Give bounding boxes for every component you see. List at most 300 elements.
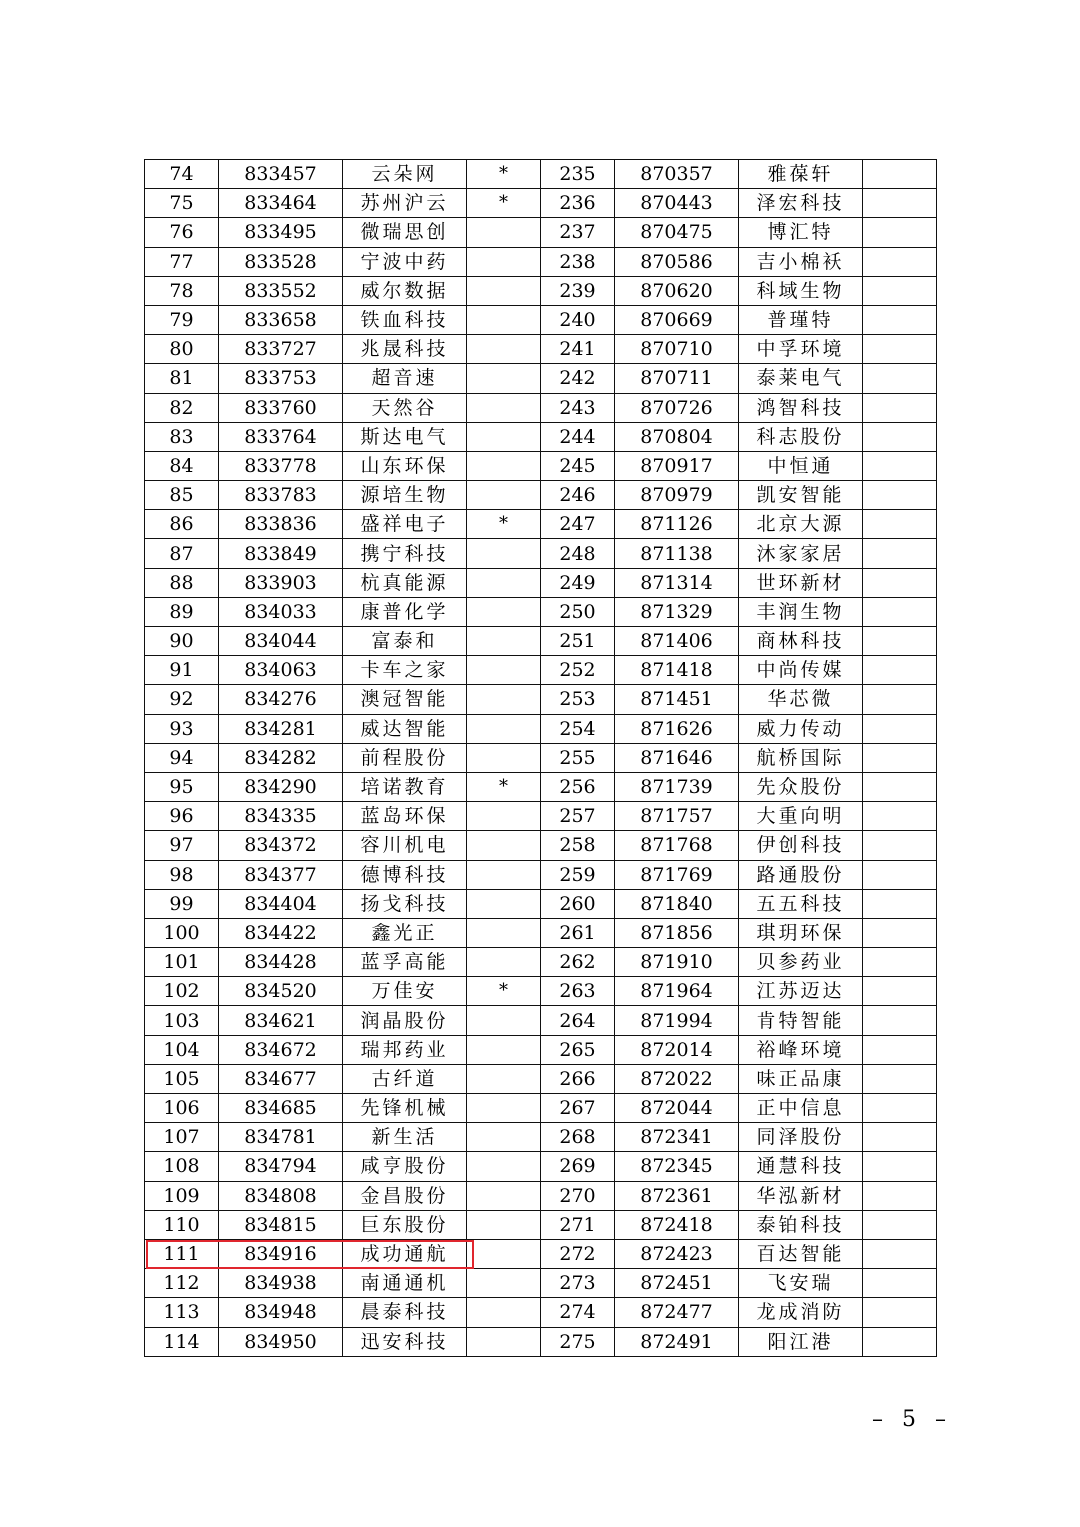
table-row — [145, 1123, 937, 1152]
table-row — [145, 1152, 937, 1181]
right-code-cell: 871769 — [615, 860, 739, 889]
left-code-cell: 834281 — [219, 714, 343, 743]
table-row — [145, 393, 937, 422]
left-seq-cell: 86 — [145, 510, 219, 539]
right-name-cell: 世环新材 — [739, 568, 863, 597]
right-mark-cell — [863, 1152, 937, 1181]
left-mark-cell — [467, 1298, 541, 1327]
right-mark-cell — [863, 539, 937, 568]
left-code-cell: 833778 — [219, 451, 343, 480]
right-mark-cell — [863, 656, 937, 685]
left-mark-cell — [467, 831, 541, 860]
right-mark-cell — [863, 1210, 937, 1239]
table-row — [145, 481, 937, 510]
right-name-cell: 雅葆轩 — [739, 160, 863, 189]
left-name-cell: 迅安科技 — [343, 1327, 467, 1356]
left-code-cell: 834276 — [219, 685, 343, 714]
left-seq-cell: 77 — [145, 247, 219, 276]
left-name-cell: 培诺教育 — [343, 772, 467, 801]
left-name-cell: 蓝孚高能 — [343, 948, 467, 977]
table-row — [145, 568, 937, 597]
right-seq-cell: 244 — [541, 422, 615, 451]
right-seq-cell: 250 — [541, 597, 615, 626]
left-seq-cell: 94 — [145, 743, 219, 772]
table-row — [145, 364, 937, 393]
right-mark-cell — [863, 831, 937, 860]
right-name-cell: 江苏迈达 — [739, 977, 863, 1006]
table-row — [145, 539, 937, 568]
right-mark-cell — [863, 364, 937, 393]
right-mark-cell — [863, 802, 937, 831]
right-name-cell: 北京大源 — [739, 510, 863, 539]
left-mark-cell — [467, 860, 541, 889]
left-name-cell: 宁波中药 — [343, 247, 467, 276]
left-name-cell: 咸亨股份 — [343, 1152, 467, 1181]
left-seq-cell: 85 — [145, 481, 219, 510]
left-mark-cell — [467, 568, 541, 597]
left-code-cell: 834808 — [219, 1181, 343, 1210]
right-code-cell: 872451 — [615, 1269, 739, 1298]
right-mark-cell — [863, 1181, 937, 1210]
left-name-cell: 云朵网 — [343, 160, 467, 189]
left-name-cell: 扬戈科技 — [343, 889, 467, 918]
right-name-cell: 凯安智能 — [739, 481, 863, 510]
left-seq-cell: 111 — [145, 1239, 219, 1268]
right-mark-cell — [863, 247, 937, 276]
left-seq-cell: 110 — [145, 1210, 219, 1239]
right-name-cell: 路通股份 — [739, 860, 863, 889]
left-code-cell: 834938 — [219, 1269, 343, 1298]
right-seq-cell: 248 — [541, 539, 615, 568]
left-code-cell: 834428 — [219, 948, 343, 977]
right-code-cell: 870804 — [615, 422, 739, 451]
table-row — [145, 802, 937, 831]
right-seq-cell: 240 — [541, 305, 615, 334]
left-code-cell: 833764 — [219, 422, 343, 451]
right-seq-cell: 236 — [541, 189, 615, 218]
left-code-cell: 834781 — [219, 1123, 343, 1152]
left-code-cell: 833760 — [219, 393, 343, 422]
table-row — [145, 422, 937, 451]
table-row — [145, 1094, 937, 1123]
right-mark-cell — [863, 948, 937, 977]
left-name-cell: 斯达电气 — [343, 422, 467, 451]
right-seq-cell: 265 — [541, 1035, 615, 1064]
left-seq-cell: 84 — [145, 451, 219, 480]
left-mark-cell — [467, 1210, 541, 1239]
left-mark-cell — [467, 597, 541, 626]
right-mark-cell — [863, 714, 937, 743]
right-code-cell: 872491 — [615, 1327, 739, 1356]
left-code-cell: 834685 — [219, 1094, 343, 1123]
right-code-cell: 871964 — [615, 977, 739, 1006]
table-row — [145, 918, 937, 947]
left-name-cell: 澳冠智能 — [343, 685, 467, 714]
right-seq-cell: 253 — [541, 685, 615, 714]
right-code-cell: 870475 — [615, 218, 739, 247]
right-seq-cell: 251 — [541, 627, 615, 656]
right-code-cell: 872361 — [615, 1181, 739, 1210]
table-row — [145, 451, 937, 480]
right-name-cell: 泰铂科技 — [739, 1210, 863, 1239]
right-code-cell: 870669 — [615, 305, 739, 334]
right-seq-cell: 254 — [541, 714, 615, 743]
left-mark-cell — [467, 335, 541, 364]
right-name-cell: 中孚环境 — [739, 335, 863, 364]
left-code-cell: 834377 — [219, 860, 343, 889]
right-code-cell: 871314 — [615, 568, 739, 597]
left-name-cell: 古纤道 — [343, 1064, 467, 1093]
left-mark-cell: * — [467, 772, 541, 801]
right-mark-cell — [863, 1123, 937, 1152]
right-seq-cell: 245 — [541, 451, 615, 480]
table-row — [145, 1298, 937, 1327]
left-name-cell: 威尔数据 — [343, 276, 467, 305]
left-name-cell: 苏州沪云 — [343, 189, 467, 218]
right-code-cell: 870620 — [615, 276, 739, 305]
right-name-cell: 鸿智科技 — [739, 393, 863, 422]
page-number: – 5 – — [872, 1407, 952, 1432]
right-mark-cell — [863, 860, 937, 889]
right-seq-cell: 268 — [541, 1123, 615, 1152]
right-code-cell: 871329 — [615, 597, 739, 626]
table-row — [145, 335, 937, 364]
right-name-cell: 裕峰环境 — [739, 1035, 863, 1064]
right-seq-cell: 239 — [541, 276, 615, 305]
right-name-cell: 航桥国际 — [739, 743, 863, 772]
left-seq-cell: 102 — [145, 977, 219, 1006]
left-code-cell: 833753 — [219, 364, 343, 393]
table-row — [145, 685, 937, 714]
left-code-cell: 833552 — [219, 276, 343, 305]
table-row — [145, 1327, 937, 1356]
right-code-cell: 872418 — [615, 1210, 739, 1239]
left-code-cell: 833903 — [219, 568, 343, 597]
right-name-cell: 华芯微 — [739, 685, 863, 714]
left-name-cell: 铁血科技 — [343, 305, 467, 334]
left-name-cell: 瑞邦药业 — [343, 1035, 467, 1064]
right-name-cell: 泽宏科技 — [739, 189, 863, 218]
right-mark-cell — [863, 276, 937, 305]
right-code-cell: 871840 — [615, 889, 739, 918]
left-seq-cell: 113 — [145, 1298, 219, 1327]
left-seq-cell: 114 — [145, 1327, 219, 1356]
right-seq-cell: 263 — [541, 977, 615, 1006]
left-code-cell: 834033 — [219, 597, 343, 626]
left-seq-cell: 88 — [145, 568, 219, 597]
right-code-cell: 870979 — [615, 481, 739, 510]
right-mark-cell — [863, 218, 937, 247]
right-name-cell: 吉小棉袄 — [739, 247, 863, 276]
right-mark-cell — [863, 335, 937, 364]
left-code-cell: 833457 — [219, 160, 343, 189]
left-code-cell: 834044 — [219, 627, 343, 656]
right-code-cell: 870726 — [615, 393, 739, 422]
right-code-cell: 871856 — [615, 918, 739, 947]
left-name-cell: 容川机电 — [343, 831, 467, 860]
table-row — [145, 1210, 937, 1239]
right-code-cell: 872341 — [615, 1123, 739, 1152]
left-name-cell: 源培生物 — [343, 481, 467, 510]
table-row — [145, 889, 937, 918]
right-name-cell: 丰润生物 — [739, 597, 863, 626]
right-name-cell: 科志股份 — [739, 422, 863, 451]
left-seq-cell: 79 — [145, 305, 219, 334]
right-code-cell: 871757 — [615, 802, 739, 831]
right-seq-cell: 266 — [541, 1064, 615, 1093]
left-code-cell: 834672 — [219, 1035, 343, 1064]
left-mark-cell — [467, 656, 541, 685]
left-mark-cell — [467, 218, 541, 247]
right-name-cell: 沐家家居 — [739, 539, 863, 568]
table-row — [145, 714, 937, 743]
right-mark-cell — [863, 305, 937, 334]
left-seq-cell: 105 — [145, 1064, 219, 1093]
left-code-cell: 833528 — [219, 247, 343, 276]
left-seq-cell: 81 — [145, 364, 219, 393]
table-row — [145, 772, 937, 801]
left-code-cell: 834948 — [219, 1298, 343, 1327]
right-name-cell: 味正品康 — [739, 1064, 863, 1093]
right-mark-cell — [863, 422, 937, 451]
right-name-cell: 伊创科技 — [739, 831, 863, 860]
right-name-cell: 通慧科技 — [739, 1152, 863, 1181]
table-row — [145, 247, 937, 276]
right-name-cell: 先众股份 — [739, 772, 863, 801]
left-seq-cell: 103 — [145, 1006, 219, 1035]
right-name-cell: 龙成消防 — [739, 1298, 863, 1327]
left-mark-cell: * — [467, 510, 541, 539]
left-name-cell: 前程股份 — [343, 743, 467, 772]
left-mark-cell — [467, 685, 541, 714]
left-seq-cell: 99 — [145, 889, 219, 918]
left-mark-cell — [467, 1152, 541, 1181]
right-mark-cell — [863, 1239, 937, 1268]
left-code-cell: 833849 — [219, 539, 343, 568]
right-mark-cell — [863, 189, 937, 218]
right-mark-cell — [863, 481, 937, 510]
left-code-cell: 834520 — [219, 977, 343, 1006]
left-mark-cell — [467, 1006, 541, 1035]
right-code-cell: 872345 — [615, 1152, 739, 1181]
right-mark-cell — [863, 1094, 937, 1123]
left-mark-cell — [467, 948, 541, 977]
left-seq-cell: 82 — [145, 393, 219, 422]
left-seq-cell: 109 — [145, 1181, 219, 1210]
left-code-cell: 834404 — [219, 889, 343, 918]
left-code-cell: 834794 — [219, 1152, 343, 1181]
table-row — [145, 977, 937, 1006]
right-mark-cell — [863, 1064, 937, 1093]
table-row — [145, 276, 937, 305]
right-code-cell: 871910 — [615, 948, 739, 977]
left-name-cell: 卡车之家 — [343, 656, 467, 685]
right-mark-cell — [863, 918, 937, 947]
left-code-cell: 834916 — [219, 1239, 343, 1268]
right-name-cell: 百达智能 — [739, 1239, 863, 1268]
left-seq-cell: 89 — [145, 597, 219, 626]
right-name-cell: 博汇特 — [739, 218, 863, 247]
left-seq-cell: 80 — [145, 335, 219, 364]
right-seq-cell: 259 — [541, 860, 615, 889]
left-code-cell: 834335 — [219, 802, 343, 831]
right-code-cell: 872477 — [615, 1298, 739, 1327]
left-code-cell: 834290 — [219, 772, 343, 801]
left-mark-cell — [467, 714, 541, 743]
right-code-cell: 871418 — [615, 656, 739, 685]
right-mark-cell — [863, 772, 937, 801]
left-seq-cell: 95 — [145, 772, 219, 801]
table-row — [145, 189, 937, 218]
right-code-cell: 870586 — [615, 247, 739, 276]
left-name-cell: 德博科技 — [343, 860, 467, 889]
left-code-cell: 834063 — [219, 656, 343, 685]
right-mark-cell — [863, 393, 937, 422]
right-seq-cell: 255 — [541, 743, 615, 772]
right-seq-cell: 274 — [541, 1298, 615, 1327]
left-mark-cell — [467, 1094, 541, 1123]
left-seq-cell: 96 — [145, 802, 219, 831]
left-mark-cell — [467, 364, 541, 393]
right-name-cell: 阳江港 — [739, 1327, 863, 1356]
table-row — [145, 218, 937, 247]
right-name-cell: 同泽股份 — [739, 1123, 863, 1152]
left-name-cell: 山东环保 — [343, 451, 467, 480]
right-code-cell: 872423 — [615, 1239, 739, 1268]
left-name-cell: 润晶股份 — [343, 1006, 467, 1035]
left-code-cell: 833836 — [219, 510, 343, 539]
right-name-cell: 科域生物 — [739, 276, 863, 305]
right-seq-cell: 262 — [541, 948, 615, 977]
left-code-cell: 833658 — [219, 305, 343, 334]
left-code-cell: 833495 — [219, 218, 343, 247]
table-row — [145, 510, 937, 539]
right-seq-cell: 273 — [541, 1269, 615, 1298]
right-seq-cell: 258 — [541, 831, 615, 860]
left-name-cell: 巨东股份 — [343, 1210, 467, 1239]
left-seq-cell: 108 — [145, 1152, 219, 1181]
right-name-cell: 威力传动 — [739, 714, 863, 743]
table-row — [145, 160, 937, 189]
left-seq-cell: 78 — [145, 276, 219, 305]
right-seq-cell: 264 — [541, 1006, 615, 1035]
right-code-cell: 871739 — [615, 772, 739, 801]
right-name-cell: 肯特智能 — [739, 1006, 863, 1035]
left-code-cell: 834677 — [219, 1064, 343, 1093]
right-code-cell: 872044 — [615, 1094, 739, 1123]
left-mark-cell — [467, 481, 541, 510]
left-name-cell: 富泰和 — [343, 627, 467, 656]
right-seq-cell: 271 — [541, 1210, 615, 1239]
right-mark-cell — [863, 1298, 937, 1327]
right-code-cell: 871451 — [615, 685, 739, 714]
right-name-cell: 商林科技 — [739, 627, 863, 656]
left-mark-cell — [467, 1327, 541, 1356]
right-name-cell: 琪玥环保 — [739, 918, 863, 947]
right-seq-cell: 249 — [541, 568, 615, 597]
right-code-cell: 872014 — [615, 1035, 739, 1064]
left-mark-cell — [467, 802, 541, 831]
right-seq-cell: 252 — [541, 656, 615, 685]
left-mark-cell — [467, 1239, 541, 1268]
left-seq-cell: 74 — [145, 160, 219, 189]
left-mark-cell — [467, 539, 541, 568]
left-seq-cell: 90 — [145, 627, 219, 656]
left-seq-cell: 93 — [145, 714, 219, 743]
left-name-cell: 携宁科技 — [343, 539, 467, 568]
right-mark-cell — [863, 627, 937, 656]
left-mark-cell — [467, 889, 541, 918]
left-code-cell: 834950 — [219, 1327, 343, 1356]
right-code-cell: 871126 — [615, 510, 739, 539]
left-code-cell: 834282 — [219, 743, 343, 772]
right-code-cell: 870443 — [615, 189, 739, 218]
right-mark-cell — [863, 160, 937, 189]
table-row — [145, 627, 937, 656]
left-seq-cell: 91 — [145, 656, 219, 685]
left-code-cell: 834372 — [219, 831, 343, 860]
left-name-cell: 天然谷 — [343, 393, 467, 422]
left-mark-cell — [467, 1269, 541, 1298]
left-seq-cell: 97 — [145, 831, 219, 860]
right-name-cell: 大重向明 — [739, 802, 863, 831]
right-seq-cell: 257 — [541, 802, 615, 831]
right-code-cell: 871406 — [615, 627, 739, 656]
left-name-cell: 微瑞思创 — [343, 218, 467, 247]
left-code-cell: 833727 — [219, 335, 343, 364]
right-mark-cell — [863, 977, 937, 1006]
left-name-cell: 金昌股份 — [343, 1181, 467, 1210]
left-name-cell: 超音速 — [343, 364, 467, 393]
right-seq-cell: 241 — [541, 335, 615, 364]
table-row — [145, 860, 937, 889]
right-name-cell: 泰莱电气 — [739, 364, 863, 393]
right-seq-cell: 242 — [541, 364, 615, 393]
table-row — [145, 1181, 937, 1210]
right-code-cell: 870917 — [615, 451, 739, 480]
left-name-cell: 康普化学 — [343, 597, 467, 626]
left-mark-cell: * — [467, 977, 541, 1006]
left-seq-cell: 98 — [145, 860, 219, 889]
company-list-table — [144, 159, 937, 1357]
right-name-cell: 贝参药业 — [739, 948, 863, 977]
left-mark-cell — [467, 743, 541, 772]
left-seq-cell: 112 — [145, 1269, 219, 1298]
left-name-cell: 成功通航 — [343, 1239, 467, 1268]
right-mark-cell — [863, 889, 937, 918]
left-seq-cell: 76 — [145, 218, 219, 247]
right-code-cell: 870357 — [615, 160, 739, 189]
right-seq-cell: 272 — [541, 1239, 615, 1268]
right-name-cell: 正中信息 — [739, 1094, 863, 1123]
left-name-cell: 蓝岛环保 — [343, 802, 467, 831]
left-name-cell: 盛祥电子 — [343, 510, 467, 539]
right-seq-cell: 275 — [541, 1327, 615, 1356]
right-code-cell: 871646 — [615, 743, 739, 772]
left-name-cell: 晨泰科技 — [343, 1298, 467, 1327]
right-name-cell: 华泓新材 — [739, 1181, 863, 1210]
right-seq-cell: 243 — [541, 393, 615, 422]
left-mark-cell — [467, 1035, 541, 1064]
left-seq-cell: 101 — [145, 948, 219, 977]
right-seq-cell: 237 — [541, 218, 615, 247]
left-seq-cell: 104 — [145, 1035, 219, 1064]
right-seq-cell: 261 — [541, 918, 615, 947]
left-mark-cell — [467, 1123, 541, 1152]
left-code-cell: 834815 — [219, 1210, 343, 1239]
left-seq-cell: 107 — [145, 1123, 219, 1152]
right-code-cell: 871994 — [615, 1006, 739, 1035]
